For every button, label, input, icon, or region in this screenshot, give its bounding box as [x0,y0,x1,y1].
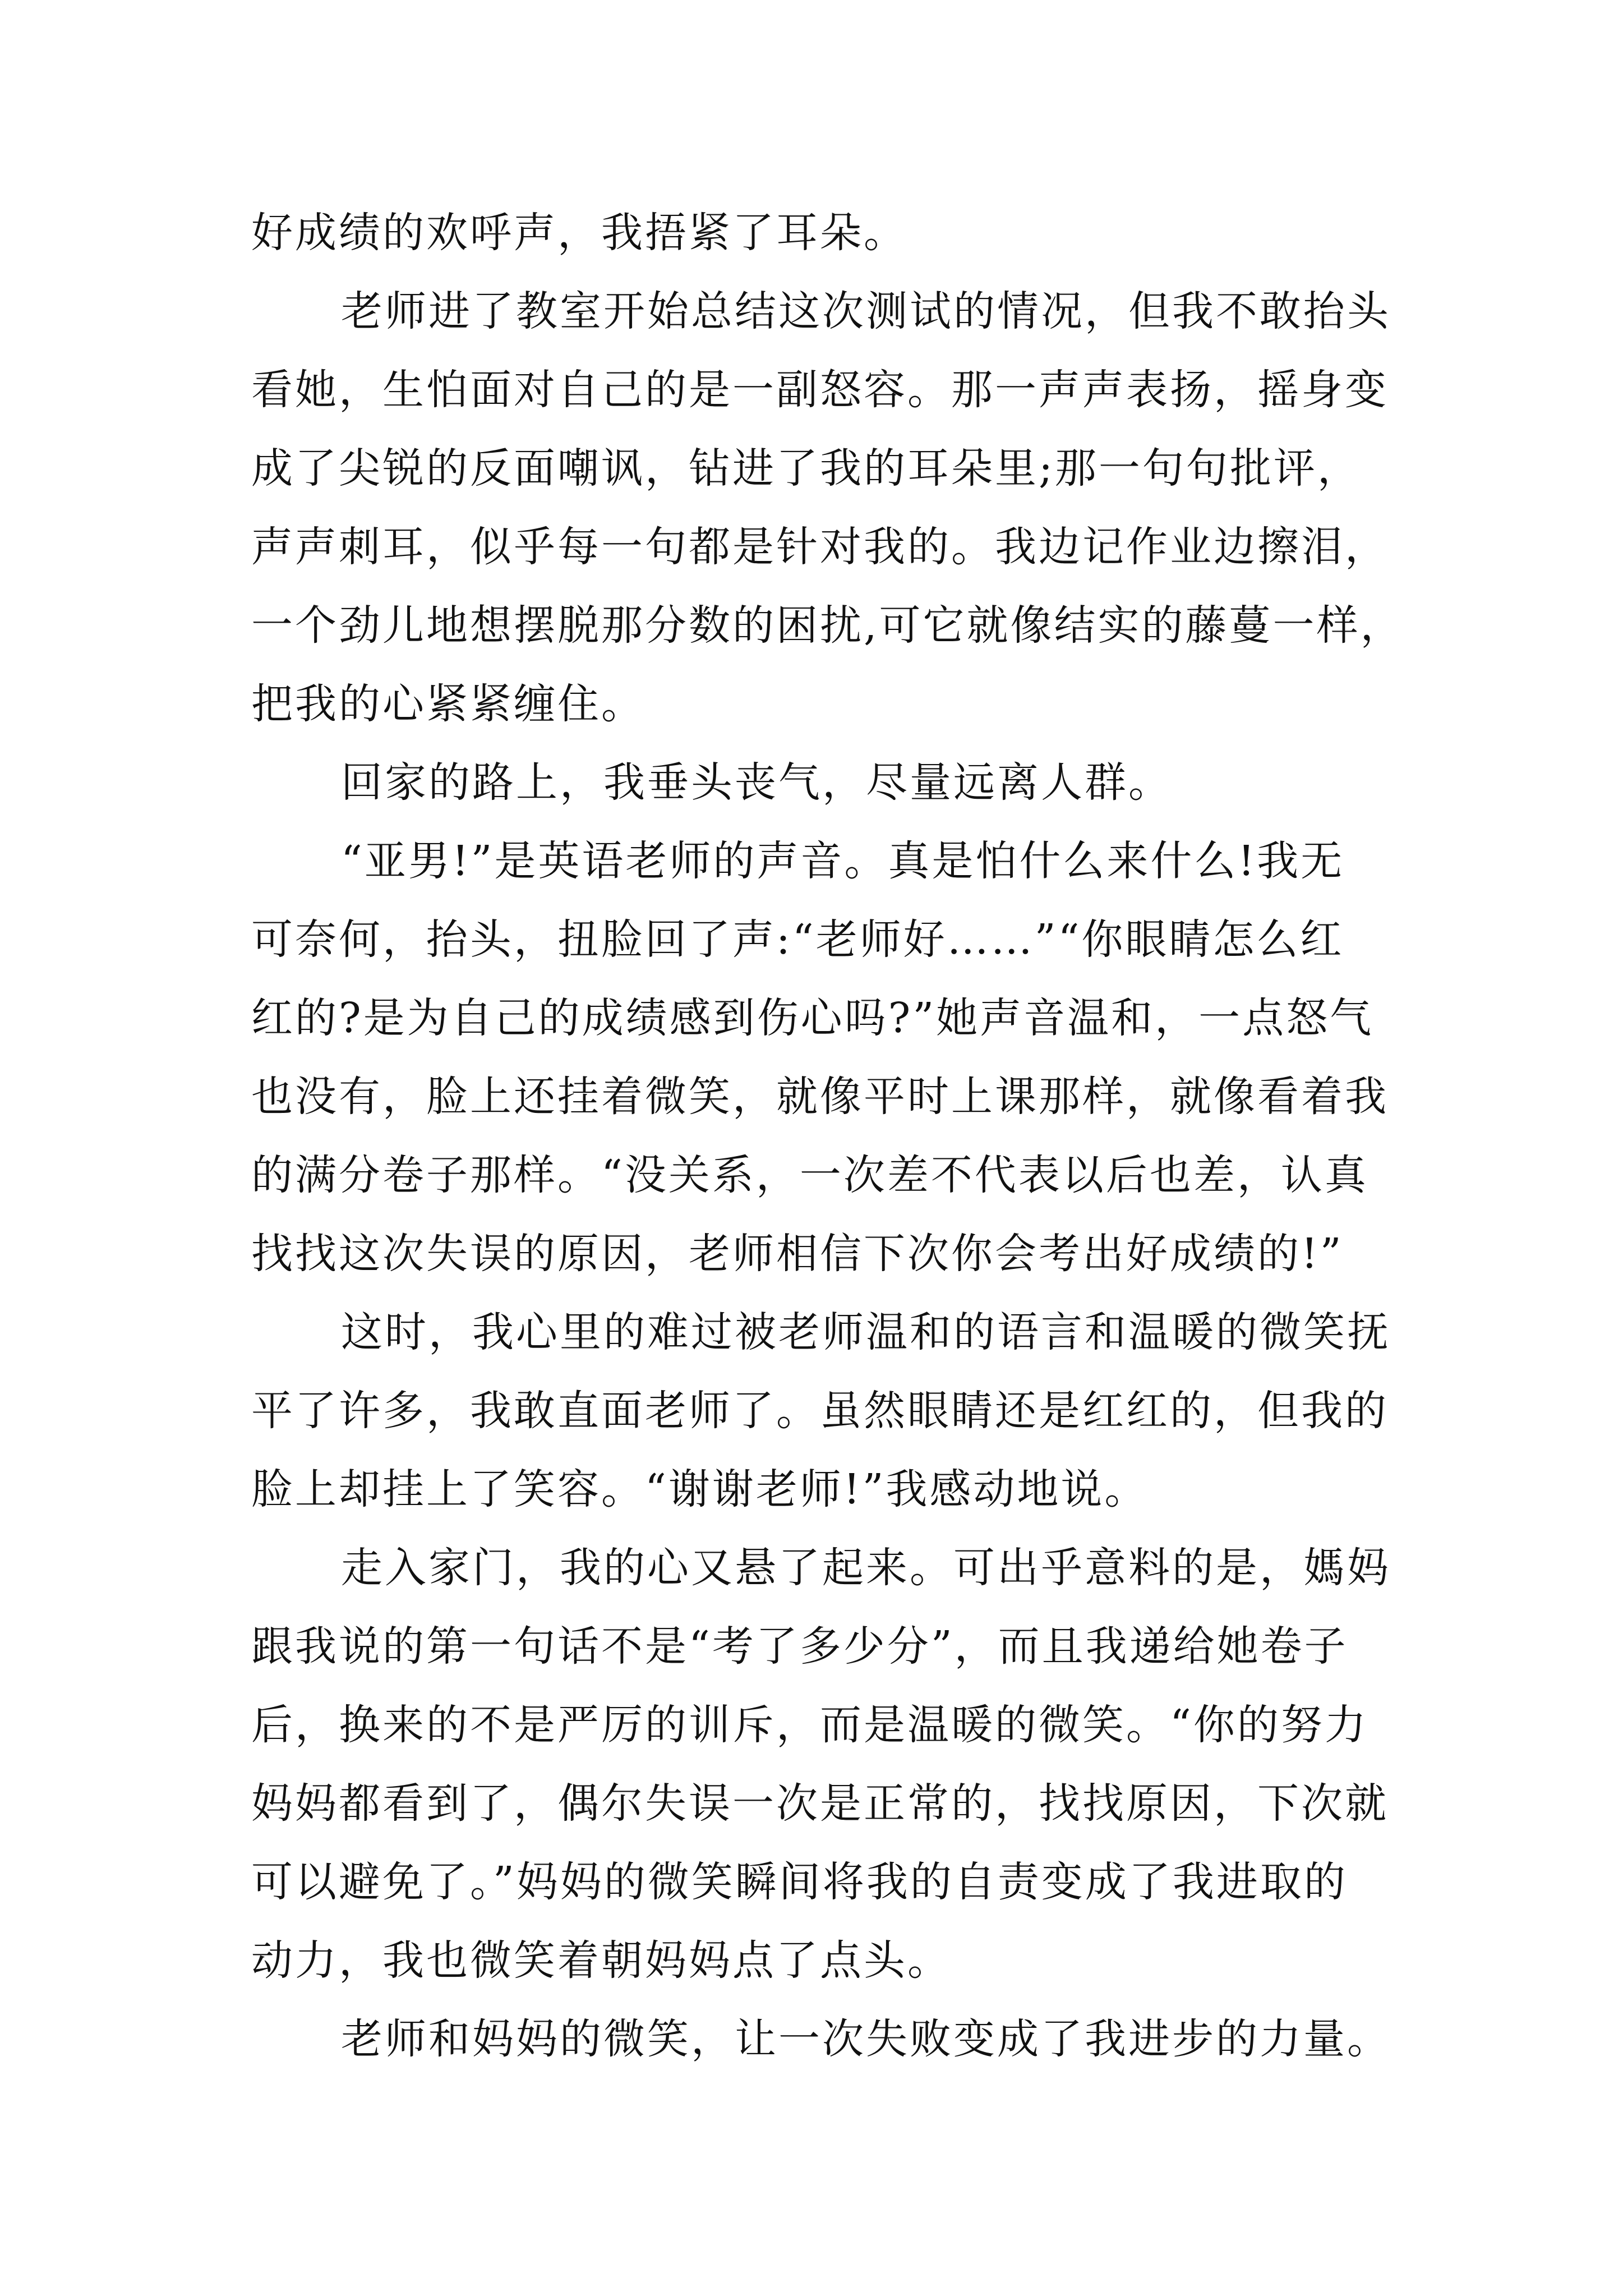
text-line: 脸上却挂上了笑容。“谢谢老师!”我感动地说。 [251,1465,1149,1513]
text-line: 跟我说的第一句话不是“考了多少分”，而且我递给她卷子 [251,1622,1348,1671]
text-line: 成了尖锐的反面嘲讽，钻进了我的耳朵里;那一句句批评， [251,444,1361,493]
text-line: 声声刺耳，似乎每一句都是针对我的。我边记作业边擦泪， [251,523,1389,571]
text-line: 妈妈都看到了，偶尔失误一次是正常的，找找原因，下次就 [251,1779,1389,1828]
essay-text [251,194,1418,2078]
text-line: 一个劲儿地想摆脱那分数的困扰,可它就像结实的藤蔓一样， [251,601,1404,650]
text-line: 的满分卷子那样。“没关系，一次差不代表以后也差，认真 [251,1151,1368,1199]
text-line: 走入家门，我的心又悬了起来。可出乎意料的是，媽妈 [341,1544,1391,1592]
text-line: 也没有，脸上还挂着微笑，就像平时上课那样，就像看着我 [251,1073,1389,1121]
text-line: 动力，我也微笑着朝妈妈点了点头。 [251,1936,951,1985]
text-line: 把我的心紧紧缠住。 [251,680,645,728]
text-line: 后，换来的不是严厉的训斥，而是温暖的微笑。“你的努力 [251,1701,1368,1749]
text-line: 这时，我心里的难过被老师温和的语言和温暖的微笑抚 [341,1308,1391,1356]
text-line: 平了许多，我敢直面老师了。虽然眼睛还是红红的，但我的 [251,1387,1389,1435]
text-line: 可以避免了。”妈妈的微笑瞬间将我的自责变成了我进取的 [251,1858,1348,1906]
text-line: 好成绩的欢呼声，我捂紧了耳朵。 [251,209,907,257]
text-line: 老师进了教室开始总结这次测试的情况，但我不敢抬头 [341,287,1391,335]
text-line: 可奈何，抬头，扭脸回了声:“老师好……”“你眼睛怎么红 [251,915,1344,964]
text-line: 找找这次失误的原因，老师相信下次你会考出好成绩的!” [251,1230,1344,1278]
text-line: 老师和妈妈的微笑，让一次失败变成了我进步的力量。 [341,2015,1391,2063]
text-line: 红的?是为自己的成绩感到伤心吗?”她声音温和，一点怒气 [251,994,1374,1042]
text-line: “亚男!”是英语老师的声音。真是怕什么来什么!我无 [341,837,1345,885]
text-line: 看她，生怕面对自己的是一副怒容。那一声声表扬，摇身变 [251,366,1389,414]
text-line: 回家的路上，我垂头丧气，尽量远离人群。 [341,758,1172,807]
